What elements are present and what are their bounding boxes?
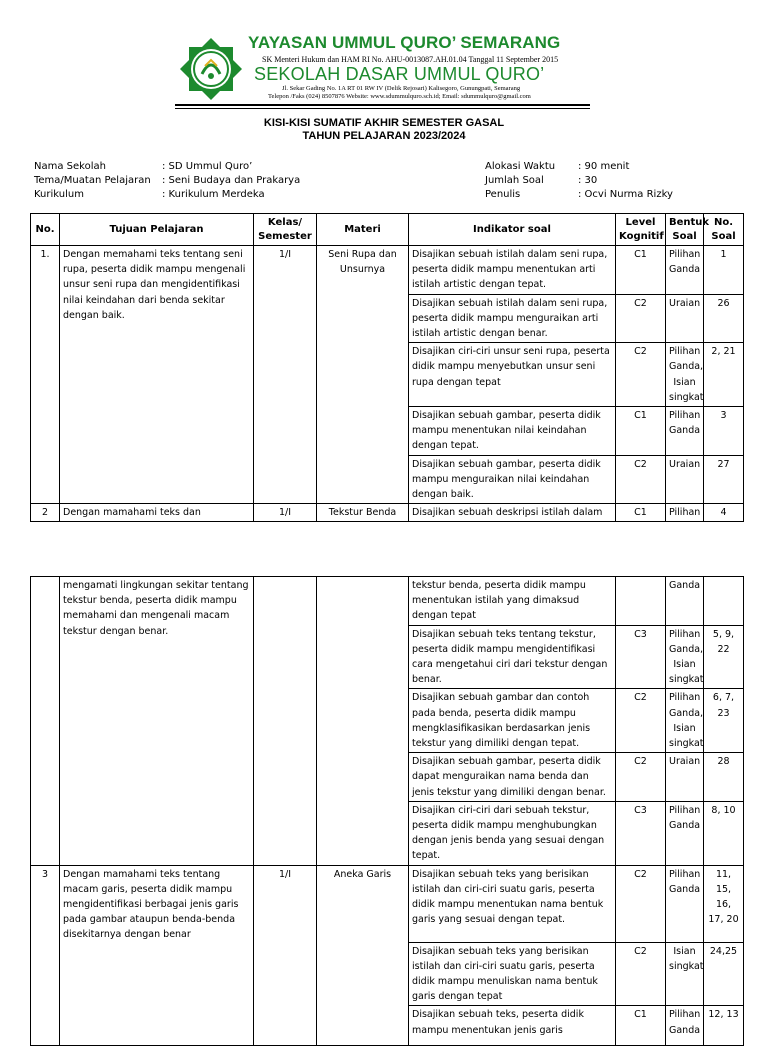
cell-nosoal: 5, 9, 22 (704, 625, 744, 689)
cell-materi: Seni Rupa dan Unsurnya (317, 246, 409, 504)
cell-indikator: Disajikan ciri-ciri unsur seni rupa, peserta didik mampu menyebutkan unsur seni rupa dengan tepat (409, 343, 616, 407)
table-row (31, 504, 744, 522)
cell-level: C2 (616, 942, 666, 1006)
kisi-kisi-table-continued (30, 576, 744, 1046)
cell-tujuan: mengamati lingkungan sekitar tentang tekstur benda, peserta didik mampu memahami dan mengenali macam tekstur dengan benar. (60, 577, 254, 866)
col-header-nosoal: No. Soal (704, 214, 744, 246)
cell-nosoal: 12, 13 (704, 1006, 744, 1046)
cell-level: C3 (616, 625, 666, 689)
cell-indikator: Disajikan sebuah deskripsi istilah dalam (409, 504, 616, 522)
cell-bentuk: Pilihan Ganda (666, 1006, 704, 1046)
cell-indikator: Disajikan sebuah gambar, peserta didik mampu menentukan nilai keindahan dengan tepat. (409, 407, 616, 456)
cell-indikator: Disajikan sebuah teks yang berisikan istilah dan ciri-ciri suatu garis, peserta didik mampu menuliskan nama bentuk garis dengan tepat (409, 942, 616, 1006)
info-right (485, 160, 673, 202)
cell-level: C1 (616, 504, 666, 522)
school-name: SEKOLAH DASAR UMMUL QURO’ (254, 64, 545, 84)
cell-level: C1 (616, 407, 666, 456)
cell-bentuk: Pilihan Ganda (666, 407, 704, 456)
cell-level: C2 (616, 689, 666, 753)
cell-kelas: 1/I (254, 246, 317, 504)
cell-kelas: 1/I (254, 865, 317, 1046)
info-label: Penulis (485, 189, 521, 200)
organization-name: YAYASAN UMMUL QURO’ SEMARANG (248, 33, 561, 52)
cell-no: 3 (31, 865, 60, 1046)
cell-tujuan: Dengan mamahami teks dan (60, 504, 254, 522)
cell-bentuk: Pilihan Ganda (666, 246, 704, 295)
info-left (34, 160, 300, 202)
decree-line: SK Menteri Hukum dan HAM RI No. AHU-0013087.AH.01.04 Tanggal 11 September 2015 (262, 55, 559, 64)
cell-level: C2 (616, 455, 666, 504)
cell-indikator: Disajikan ciri-ciri dari sebuah tekstur, peserta didik mampu menghubungkan dengan jenis benda yang sesuai dengan tepat. (409, 801, 616, 865)
cell-nosoal (704, 577, 744, 626)
cell-no: 1. (31, 246, 60, 504)
cell-nosoal: 28 (704, 753, 744, 802)
cell-indikator: Disajikan sebuah gambar dan contoh pada benda, peserta didik mampu mengklasifikasikan berdasarkan jenis tekstur yang dimiliki dengan tepat. (409, 689, 616, 753)
cell-nosoal: 1 (704, 246, 744, 295)
cell-indikator: Disajikan sebuah gambar, peserta didik dapat menguraikan nama benda dan jenis tekstur yang dimiliki dengan benar. (409, 753, 616, 802)
cell-nosoal: 2, 21 (704, 343, 744, 407)
info-label: Nama Sekolah (34, 161, 106, 172)
address-line: Jl. Sekar Gading No. 1A RT 01 RW IV (Delik Rejosari) Kalisegoro, Gunungpati, Semarang (282, 85, 521, 92)
info-value: : Seni Budaya dan Prakarya (162, 175, 301, 186)
cell-nosoal: 24,25 (704, 942, 744, 1006)
col-header-bentuk: Bentuk Soal (666, 214, 704, 246)
letterhead-rule-thin (175, 108, 590, 109)
cell-indikator: Disajikan sebuah istilah dalam seni rupa, peserta didik mampu menguraikan arti istilah artistic dengan benar. (409, 294, 616, 343)
cell-tujuan: Dengan mamahami teks tentang macam garis, peserta didik mampu mengidentifikasi berbagai jenis garis pada gambar ataupun benda-benda disekitarnya dengan benar (60, 865, 254, 1046)
cell-no (31, 577, 60, 866)
cell-kelas: 1/I (254, 504, 317, 522)
col-header-no: No. (31, 214, 60, 246)
cell-bentuk: Ganda (666, 577, 704, 626)
cell-bentuk: Pilihan Ganda (666, 801, 704, 865)
cell-materi (317, 577, 409, 866)
cell-indikator: Disajikan sebuah teks yang berisikan istilah dan ciri-ciri suatu garis, peserta didik mampu menentukan nama bentuk garis yang sesuai dengan tepat. (409, 865, 616, 942)
cell-no: 2 (31, 504, 60, 522)
cell-materi: Tekstur Benda (317, 504, 409, 522)
document-subtitle: TAHUN PELAJARAN 2023/2024 (302, 130, 466, 142)
table-row (31, 246, 744, 295)
cell-tujuan: Dengan memahami teks tentang seni rupa, peserta didik mampu mengenali unsur seni rupa dan mengidentifikasi nilai keindahan dari benda sekitar dengan baik. (60, 246, 254, 504)
cell-bentuk: Pilihan Ganda, Isian singkat (666, 625, 704, 689)
cell-indikator: tekstur benda, peserta didik mampu menentukan istilah yang dimaksud dengan tepat (409, 577, 616, 626)
cell-nosoal: 3 (704, 407, 744, 456)
cell-level: C2 (616, 343, 666, 407)
cell-nosoal: 6, 7, 23 (704, 689, 744, 753)
table-row (31, 865, 744, 942)
info-value: : 30 (578, 175, 598, 186)
letterhead-rule (175, 104, 590, 106)
info-value: : 90 menit (578, 161, 630, 172)
cell-bentuk: Pilihan Ganda, Isian singkat (666, 343, 704, 407)
info-value: : Ocvi Nurma Rizky (578, 189, 673, 200)
cell-indikator: Disajikan sebuah gambar, peserta didik mampu menguraikan nilai keindahan dengan baik. (409, 455, 616, 504)
cell-indikator: Disajikan sebuah teks tentang tekstur, peserta didik mampu mengidentifikasi cara mengetahui ciri dari tekstur dengan benar. (409, 625, 616, 689)
cell-level: C2 (616, 294, 666, 343)
kisi-kisi-table (30, 213, 744, 522)
cell-nosoal: 11, 15, 16, 17, 20 (704, 865, 744, 942)
table-row (31, 577, 744, 626)
cell-bentuk: Uraian (666, 294, 704, 343)
info-value: : Kurikulum Merdeka (162, 189, 265, 200)
cell-nosoal: 26 (704, 294, 744, 343)
cell-bentuk: Isian singkat (666, 942, 704, 1006)
cell-level: C1 (616, 246, 666, 295)
col-header-tujuan: Tujuan Pelajaran (60, 214, 254, 246)
cell-kelas (254, 577, 317, 866)
col-header-materi: Materi (317, 214, 409, 246)
info-label: Jumlah Soal (485, 175, 544, 186)
school-logo-icon (178, 36, 244, 102)
cell-level: C1 (616, 1006, 666, 1046)
cell-nosoal: 8, 10 (704, 801, 744, 865)
col-header-indikator: Indikator soal (409, 214, 616, 246)
cell-nosoal: 27 (704, 455, 744, 504)
cell-bentuk: Pilihan Ganda (666, 865, 704, 942)
cell-nosoal: 4 (704, 504, 744, 522)
cell-indikator: Disajikan sebuah teks, peserta didik mampu menentukan jenis garis (409, 1006, 616, 1046)
cell-indikator: Disajikan sebuah istilah dalam seni rupa, peserta didik mampu menentukan arti istilah artistic dengan tepat. (409, 246, 616, 295)
cell-bentuk: Uraian (666, 455, 704, 504)
table-header-row (31, 214, 744, 246)
col-header-kelas: Kelas/ Semester (254, 214, 317, 246)
cell-level: C2 (616, 865, 666, 942)
col-header-level: Level Kognitif (616, 214, 666, 246)
cell-level: C3 (616, 801, 666, 865)
info-label: Alokasi Waktu (485, 161, 556, 172)
cell-bentuk: Pilihan Ganda, Isian singkat (666, 689, 704, 753)
cell-level: C2 (616, 753, 666, 802)
info-label: Kurikulum (34, 189, 84, 200)
info-label: Tema/Muatan Pelajaran (34, 175, 151, 186)
cell-bentuk: Uraian (666, 753, 704, 802)
document-title: KISI-KISI SUMATIF AKHIR SEMESTER GASAL (263, 117, 505, 129)
info-value: : SD Ummul Quro’ (162, 161, 253, 172)
contact-line: Telepon /Faks (024) 8507876 Website: www.sdummulquro.sch.id; Email: sdummulquro@gmail.com (268, 93, 531, 100)
cell-level (616, 577, 666, 626)
cell-bentuk: Pilihan (666, 504, 704, 522)
cell-materi: Aneka Garis (317, 865, 409, 1046)
